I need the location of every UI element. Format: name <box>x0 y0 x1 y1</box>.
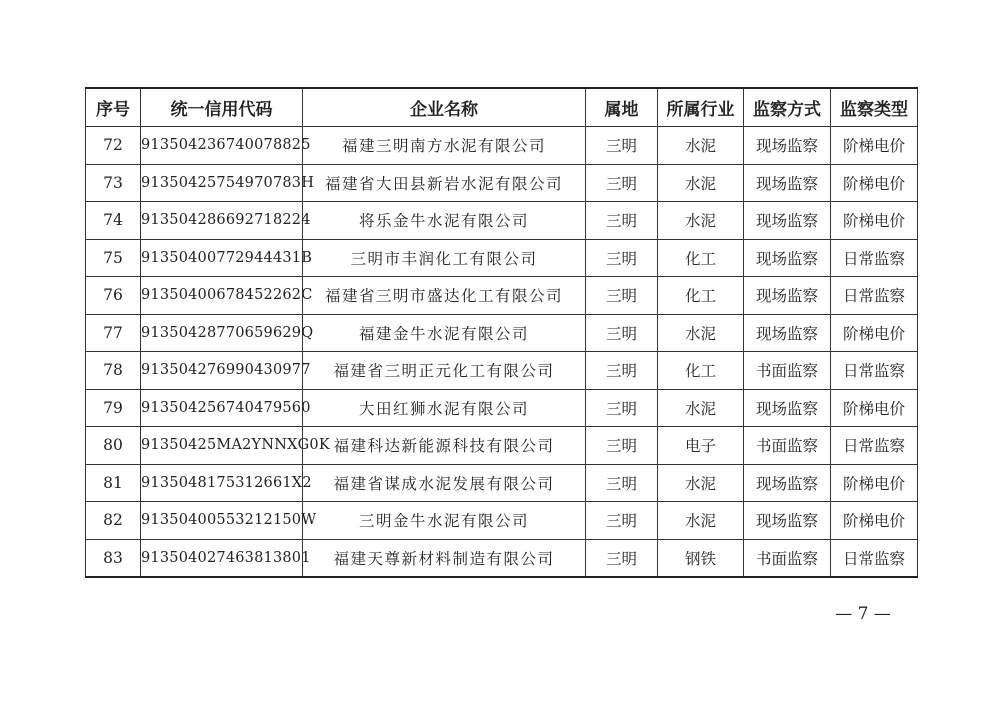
industry-cell: 水泥 <box>658 314 744 352</box>
index-cell: 82 <box>86 502 141 540</box>
industry-cell: 水泥 <box>658 502 744 540</box>
table-row <box>86 427 918 465</box>
inspection-method-cell: 书面监察 <box>744 539 831 577</box>
enterprise-table <box>85 87 918 578</box>
inspection-method-cell: 现场监察 <box>744 464 831 502</box>
credit-code-cell: 91350425754970783H <box>141 164 303 202</box>
table-row <box>86 539 918 577</box>
inspection-method-cell: 现场监察 <box>744 239 831 277</box>
company-name-cell: 将乐金牛水泥有限公司 <box>303 202 586 240</box>
inspection-type-cell: 阶梯电价 <box>831 389 918 427</box>
index-cell: 78 <box>86 352 141 390</box>
locality-cell: 三明 <box>586 164 658 202</box>
locality-cell: 三明 <box>586 277 658 315</box>
inspection-type-cell: 日常监察 <box>831 539 918 577</box>
company-name-cell: 福建省三明市盛达化工有限公司 <box>303 277 586 315</box>
col-header-inspection-method: 监察方式 <box>744 88 831 127</box>
inspection-method-cell: 现场监察 <box>744 202 831 240</box>
index-cell: 72 <box>86 127 141 165</box>
industry-cell: 钢铁 <box>658 539 744 577</box>
index-cell: 79 <box>86 389 141 427</box>
credit-code-cell: 913504276990430977 <box>141 352 303 390</box>
company-name-cell: 福建省谋成水泥发展有限公司 <box>303 464 586 502</box>
company-name-cell: 福建金牛水泥有限公司 <box>303 314 586 352</box>
table-row <box>86 389 918 427</box>
inspection-method-cell: 现场监察 <box>744 277 831 315</box>
industry-cell: 水泥 <box>658 389 744 427</box>
table-row <box>86 502 918 540</box>
inspection-method-cell: 现场监察 <box>744 314 831 352</box>
table-row <box>86 277 918 315</box>
index-cell: 76 <box>86 277 141 315</box>
index-cell: 75 <box>86 239 141 277</box>
page-number: — 7 — <box>835 604 891 624</box>
inspection-type-cell: 阶梯电价 <box>831 202 918 240</box>
index-cell: 81 <box>86 464 141 502</box>
inspection-method-cell: 书面监察 <box>744 352 831 390</box>
index-cell: 83 <box>86 539 141 577</box>
company-name-cell: 福建三明南方水泥有限公司 <box>303 127 586 165</box>
industry-cell: 化工 <box>658 277 744 315</box>
col-header-credit-code: 统一信用代码 <box>141 88 303 127</box>
locality-cell: 三明 <box>586 352 658 390</box>
industry-cell: 化工 <box>658 239 744 277</box>
locality-cell: 三明 <box>586 239 658 277</box>
table-row <box>86 164 918 202</box>
inspection-type-cell: 阶梯电价 <box>831 464 918 502</box>
inspection-type-cell: 日常监察 <box>831 427 918 465</box>
col-header-index: 序号 <box>86 88 141 127</box>
locality-cell: 三明 <box>586 389 658 427</box>
company-name-cell: 福建省三明正元化工有限公司 <box>303 352 586 390</box>
credit-code-cell: 913504027463813801 <box>141 539 303 577</box>
locality-cell: 三明 <box>586 127 658 165</box>
industry-cell: 水泥 <box>658 202 744 240</box>
locality-cell: 三明 <box>586 314 658 352</box>
credit-code-cell: 913504256740479560 <box>141 389 303 427</box>
locality-cell: 三明 <box>586 202 658 240</box>
index-cell: 77 <box>86 314 141 352</box>
credit-code-cell: 91350400553212150W <box>141 502 303 540</box>
company-name-cell: 福建天尊新材料制造有限公司 <box>303 539 586 577</box>
credit-code-cell: 91350428770659629Q <box>141 314 303 352</box>
company-name-cell: 大田红狮水泥有限公司 <box>303 389 586 427</box>
inspection-type-cell: 日常监察 <box>831 352 918 390</box>
industry-cell: 化工 <box>658 352 744 390</box>
industry-cell: 水泥 <box>658 464 744 502</box>
col-header-inspection-type: 监察类型 <box>831 88 918 127</box>
company-name-cell: 福建科达新能源科技有限公司 <box>303 427 586 465</box>
inspection-method-cell: 现场监察 <box>744 127 831 165</box>
locality-cell: 三明 <box>586 464 658 502</box>
industry-cell: 水泥 <box>658 127 744 165</box>
table-row <box>86 314 918 352</box>
inspection-type-cell: 日常监察 <box>831 277 918 315</box>
table-body <box>86 127 918 578</box>
col-header-company-name: 企业名称 <box>303 88 586 127</box>
col-header-locality: 属地 <box>586 88 658 127</box>
credit-code-cell: 91350425MA2YNNXG0K <box>141 427 303 465</box>
locality-cell: 三明 <box>586 427 658 465</box>
locality-cell: 三明 <box>586 539 658 577</box>
inspection-method-cell: 现场监察 <box>744 164 831 202</box>
inspection-type-cell: 日常监察 <box>831 239 918 277</box>
table-row <box>86 202 918 240</box>
locality-cell: 三明 <box>586 502 658 540</box>
credit-code-cell: 9135048175312661X2 <box>141 464 303 502</box>
inspection-method-cell: 书面监察 <box>744 427 831 465</box>
industry-cell: 水泥 <box>658 164 744 202</box>
credit-code-cell: 91350400678452262C <box>141 277 303 315</box>
index-cell: 74 <box>86 202 141 240</box>
company-name-cell: 福建省大田县新岩水泥有限公司 <box>303 164 586 202</box>
credit-code-cell: 913504286692718224 <box>141 202 303 240</box>
company-name-cell: 三明市丰润化工有限公司 <box>303 239 586 277</box>
inspection-type-cell: 阶梯电价 <box>831 314 918 352</box>
inspection-method-cell: 现场监察 <box>744 502 831 540</box>
industry-cell: 电子 <box>658 427 744 465</box>
inspection-type-cell: 阶梯电价 <box>831 164 918 202</box>
table-header-row <box>86 88 918 127</box>
company-name-cell: 三明金牛水泥有限公司 <box>303 502 586 540</box>
inspection-type-cell: 阶梯电价 <box>831 502 918 540</box>
col-header-industry: 所属行业 <box>658 88 744 127</box>
table-row <box>86 239 918 277</box>
table-row <box>86 127 918 165</box>
credit-code-cell: 91350400772944431B <box>141 239 303 277</box>
table-row <box>86 352 918 390</box>
inspection-method-cell: 现场监察 <box>744 389 831 427</box>
index-cell: 73 <box>86 164 141 202</box>
credit-code-cell: 913504236740078825 <box>141 127 303 165</box>
table-row <box>86 464 918 502</box>
index-cell: 80 <box>86 427 141 465</box>
inspection-type-cell: 阶梯电价 <box>831 127 918 165</box>
